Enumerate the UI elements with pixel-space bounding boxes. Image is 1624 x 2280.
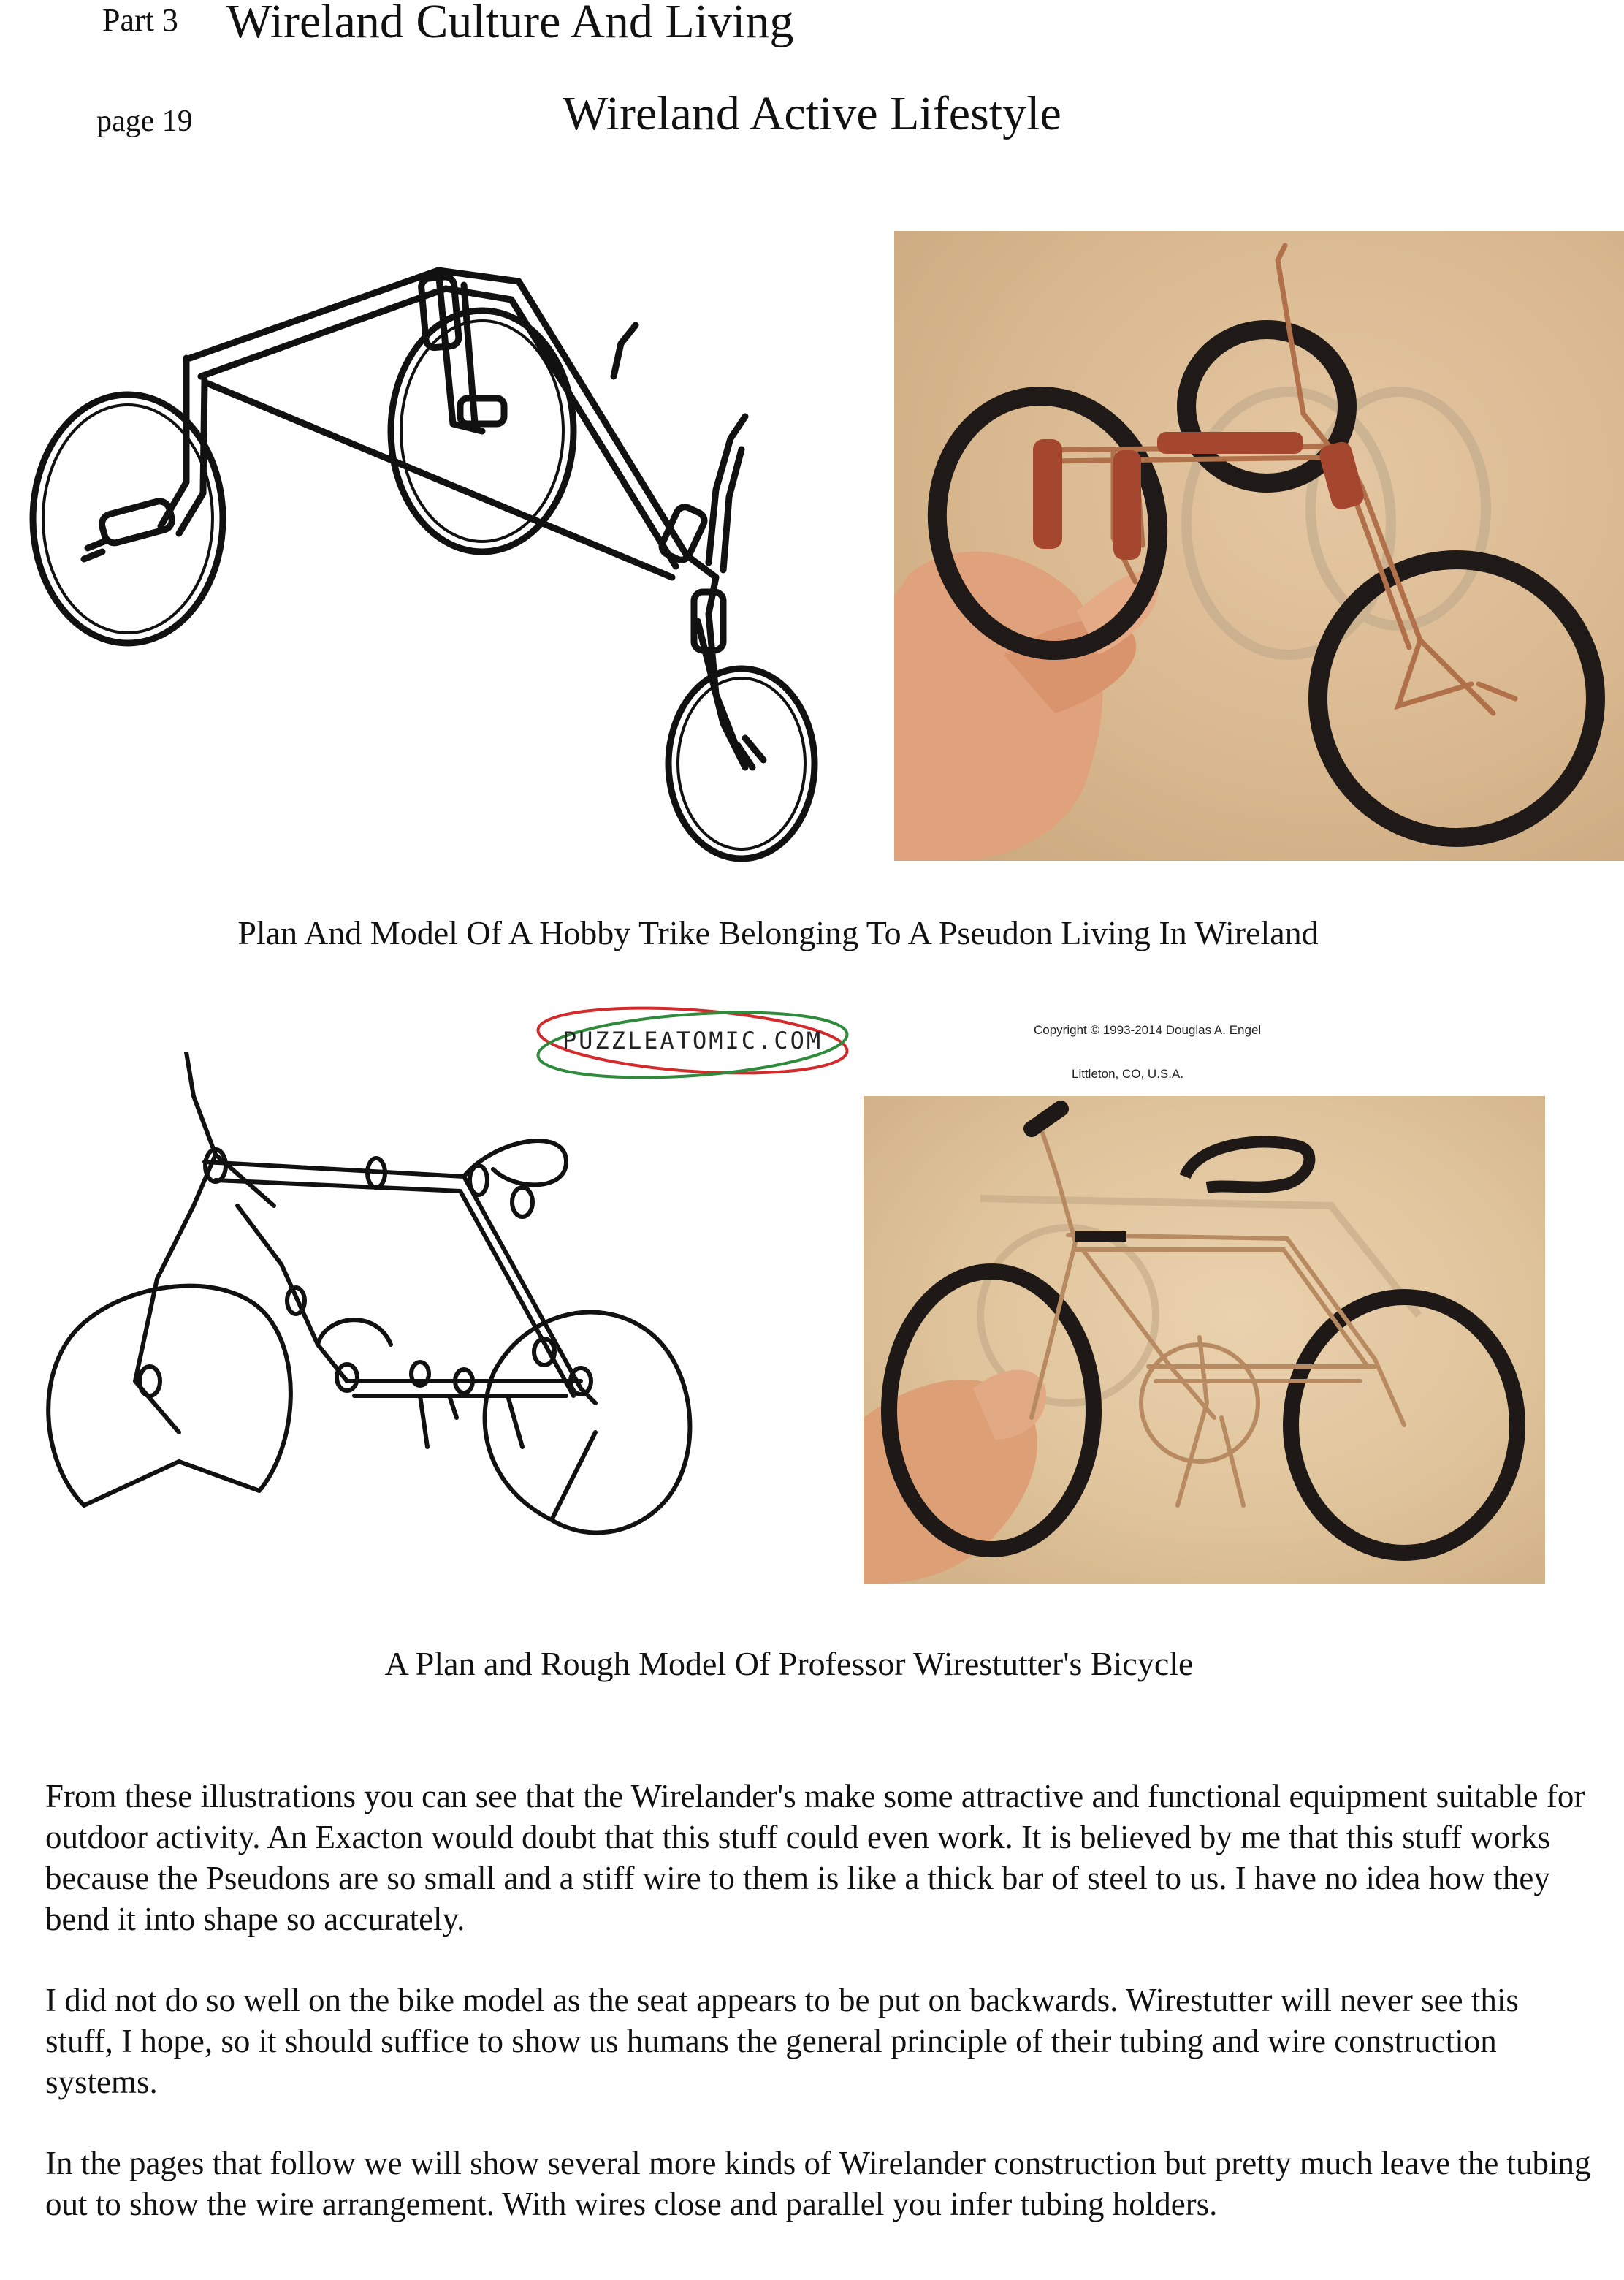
copyright-line-1: Copyright © 1993-2014 Douglas A. Engel <box>1034 1023 1262 1037</box>
bicycle-model-photo <box>864 1096 1545 1584</box>
logo-text: PUZZLEATOMIC.COM <box>562 1027 823 1054</box>
body-paragraph-1 <box>45 1776 1594 1939</box>
bicycle-plan-drawing <box>40 1052 720 1564</box>
section-title: Wireland Active Lifestyle <box>563 87 1061 140</box>
chapter-title: Wireland Culture And Living <box>226 0 794 48</box>
copyright-line-2: Littleton, CO, U.S.A. <box>1072 1067 1184 1081</box>
part-label: Part 3 <box>102 2 178 38</box>
page-number: page 19 <box>96 104 193 138</box>
paragraph-text: In the pages that follow we will show several more kinds of Wirelander construction but pretty much leave the tubing out to show the wire arrangement. With wires close and parallel you infer tubing holders. <box>45 2145 1591 2222</box>
body-paragraph-3 <box>45 2143 1594 2224</box>
trike-caption: Plan And Model Of A Hobby Trike Belonging To A Pseudon Living In Wireland <box>237 914 1319 951</box>
body-paragraph-2 <box>45 1980 1594 2102</box>
bicycle-caption: A Plan and Rough Model Of Professor Wirestutter's Bicycle <box>384 1645 1194 1682</box>
paragraph-text: I did not do so well on the bike model as the seat appears to be put on backwards. Wirestutter will never see this stuff, I hope, so it should suffice to show us humans the general principle of their tubing and wire construction systems. <box>45 1982 1519 2100</box>
trike-model-photo <box>894 231 1624 861</box>
paragraph-text: From these illustrations you can see that the Wirelander's make some attractive and functional equipment suitable for outdoor activity. An Exacton would doubt that this stuff could even work. It is believed by me that this stuff works because the Pseudons are so small and a stiff wire to them is like a thick bar of steel to us. I have no idea how they bend it into shape so accurately. <box>45 1778 1585 1937</box>
trike-plan-drawing <box>15 256 826 877</box>
